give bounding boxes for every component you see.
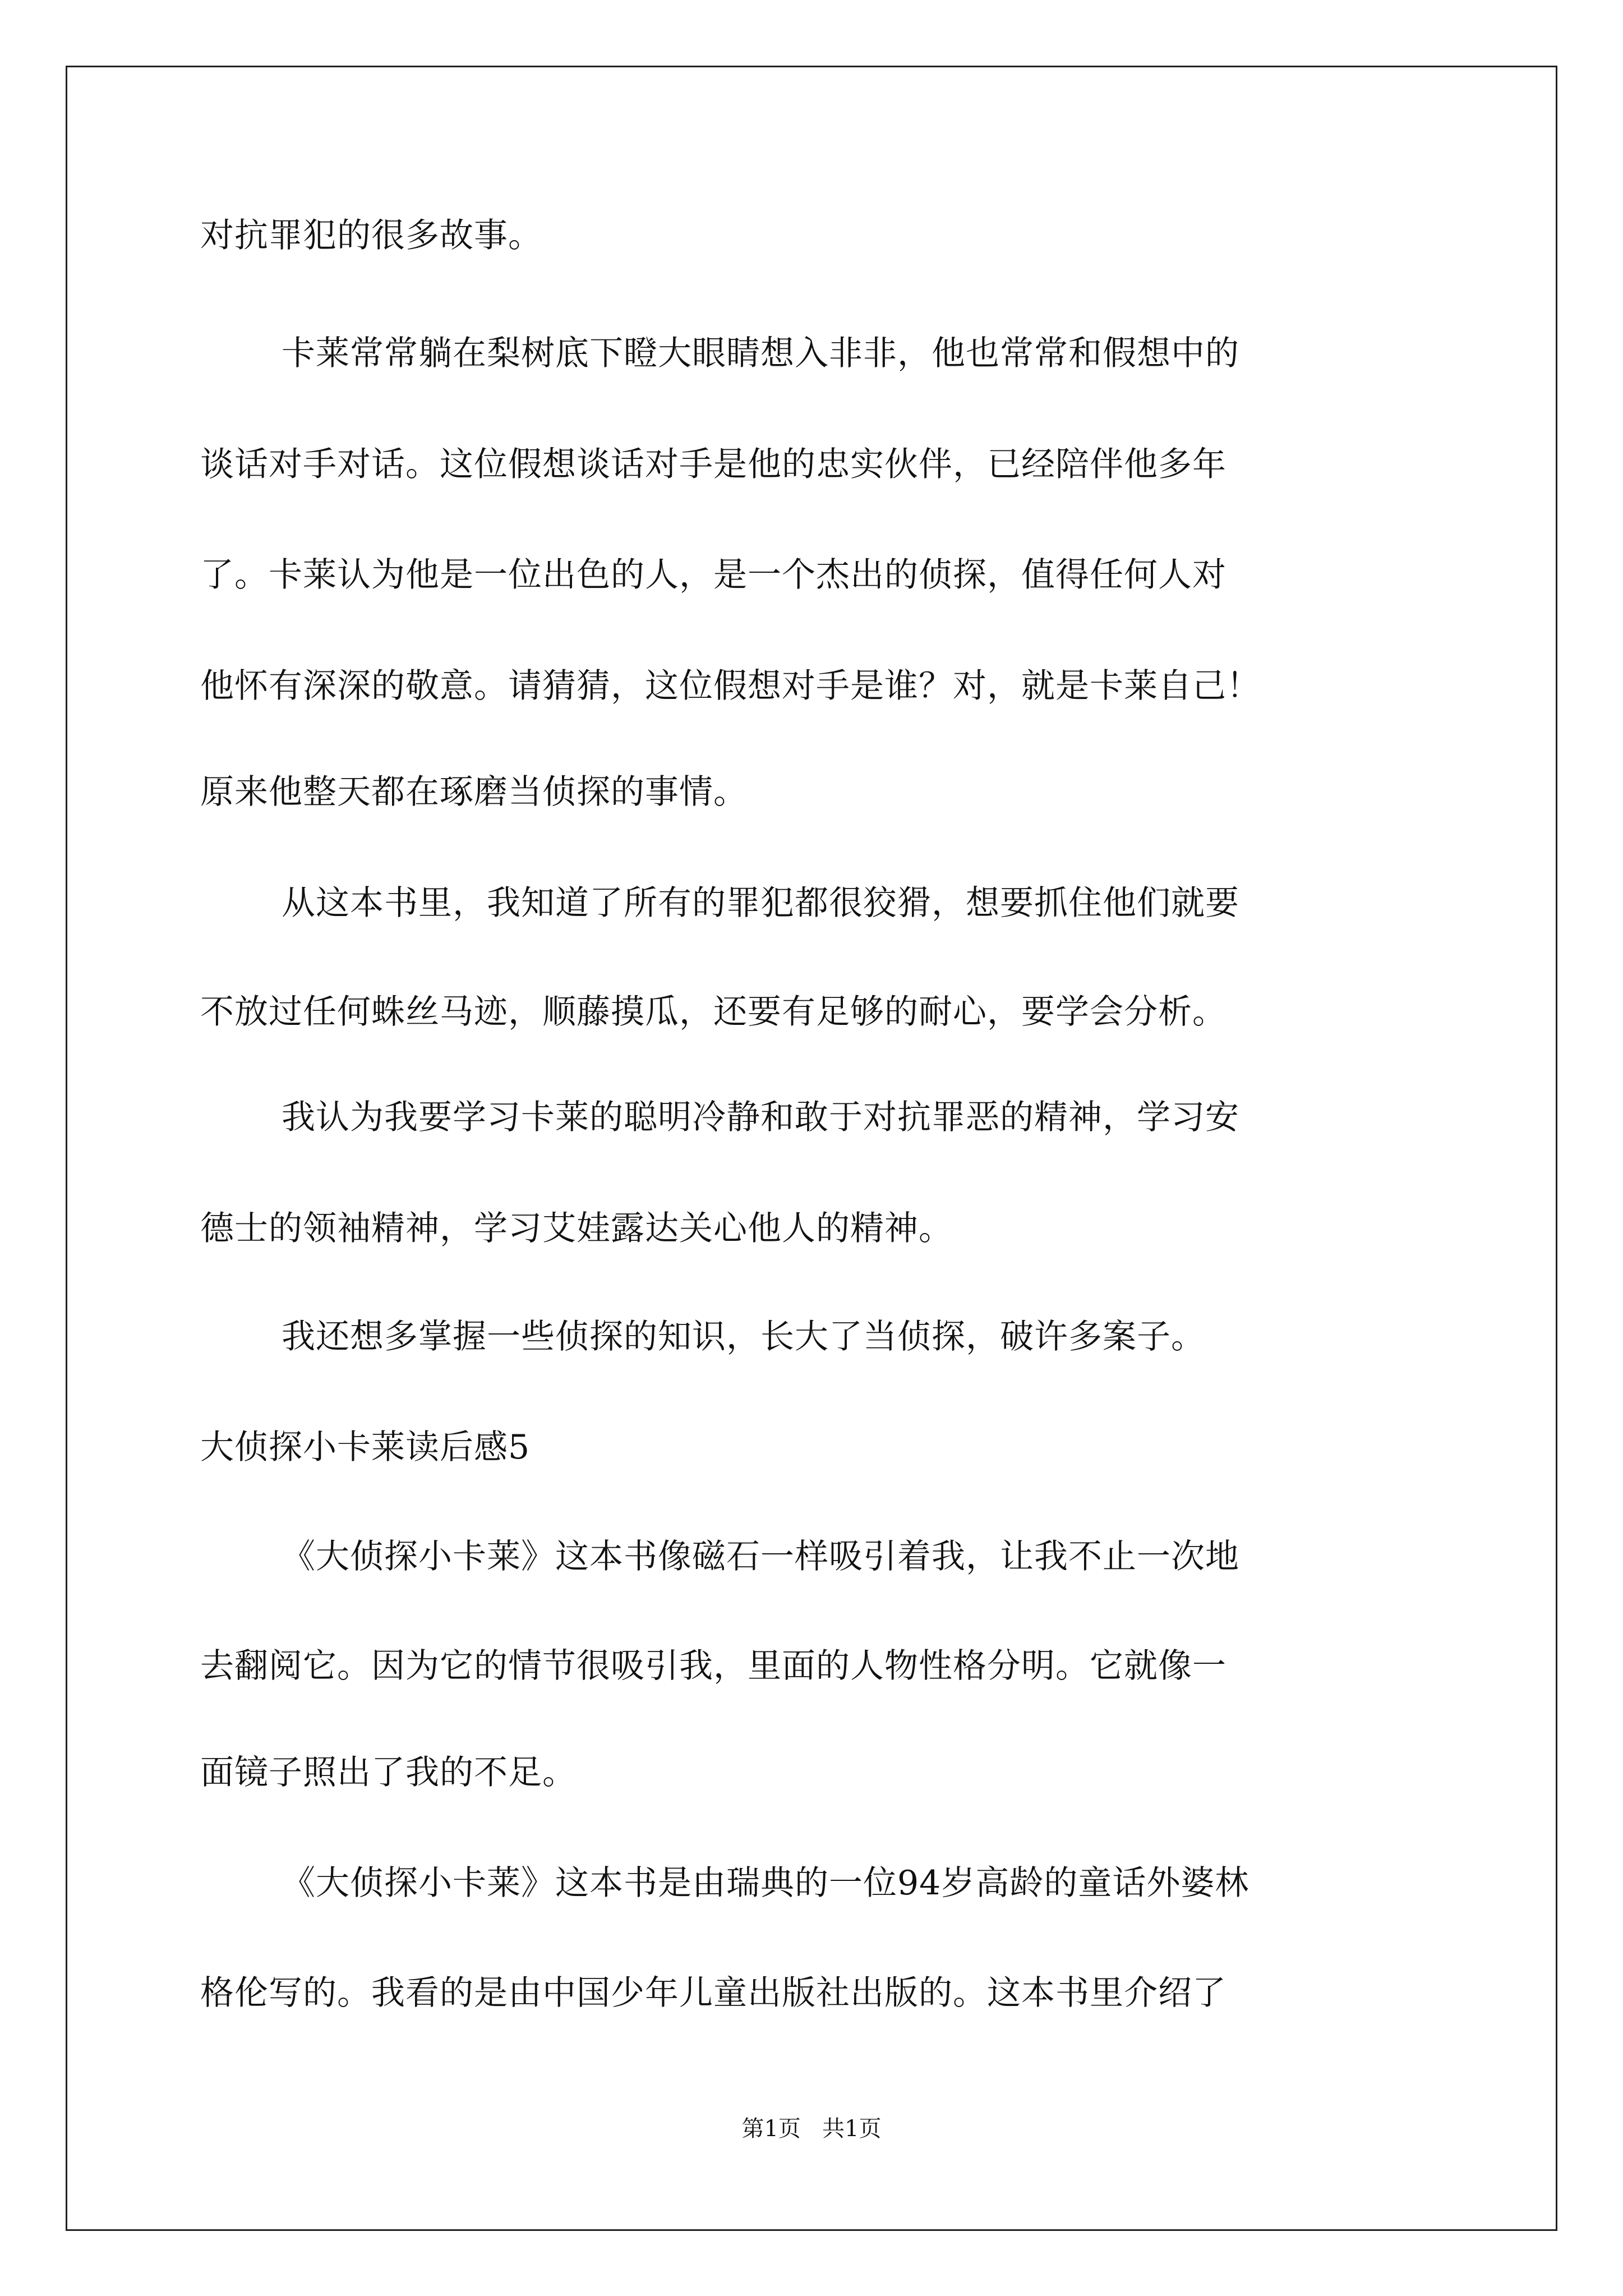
text-line-7: 从这本书里，我知道了所有的罪犯都很狡猾，想要抓住他们就要	[282, 884, 1239, 923]
text-line-11: 我还想多掌握一些侦探的知识，长大了当侦探，破许多案子。	[282, 1317, 1205, 1356]
text-line-14: 去翻阅它。因为它的情节很吸引我，里面的人物性格分明。它就像一	[200, 1646, 1227, 1686]
text-line-4: 了。卡莱认为他是一位出色的人，是一个杰出的侦探，值得任何人对	[200, 555, 1227, 595]
text-line-5: 他怀有深深的敬意。请猜猜，这位假想对手是谁？对，就是卡莱自己！	[200, 666, 1261, 706]
page-number-footer: 第1页 共1页	[741, 2116, 882, 2142]
text-line-13: 《大侦探小卡莱》这本书像磁石一样吸引着我，让我不止一次地	[282, 1537, 1239, 1576]
text-line-1: 对抗罪犯的很多故事。	[200, 216, 542, 255]
section-heading: 大侦探小卡莱读后感5	[200, 1428, 531, 1467]
text-line-3: 谈话对手对话。这位假想谈话对手是他的忠实伙伴，已经陪伴他多年	[200, 445, 1227, 484]
text-line-9: 我认为我要学习卡莱的聪明冷静和敢于对抗罪恶的精神，学习安	[282, 1098, 1239, 1137]
text-line-6: 原来他整天都在琢磨当侦探的事情。	[200, 772, 748, 812]
text-line-10: 德士的领袖精神，学习艾娃露达关心他人的精神。	[200, 1209, 953, 1248]
text-line-17: 格伦写的。我看的是由中国少年儿童出版社出版的。这本书里介绍了	[200, 1973, 1227, 2013]
page-border	[66, 66, 1557, 2231]
text-line-8: 不放过任何蛛丝马迹，顺藤摸瓜，还要有足够的耐心，要学会分析。	[200, 992, 1227, 1032]
text-line-2: 卡莱常常躺在梨树底下瞪大眼睛想入非非，他也常常和假想中的	[282, 334, 1239, 373]
text-line-16: 《大侦探小卡莱》这本书是由瑞典的一位94岁高龄的童话外婆林	[282, 1864, 1249, 1903]
text-line-15: 面镜子照出了我的不足。	[200, 1753, 577, 1792]
